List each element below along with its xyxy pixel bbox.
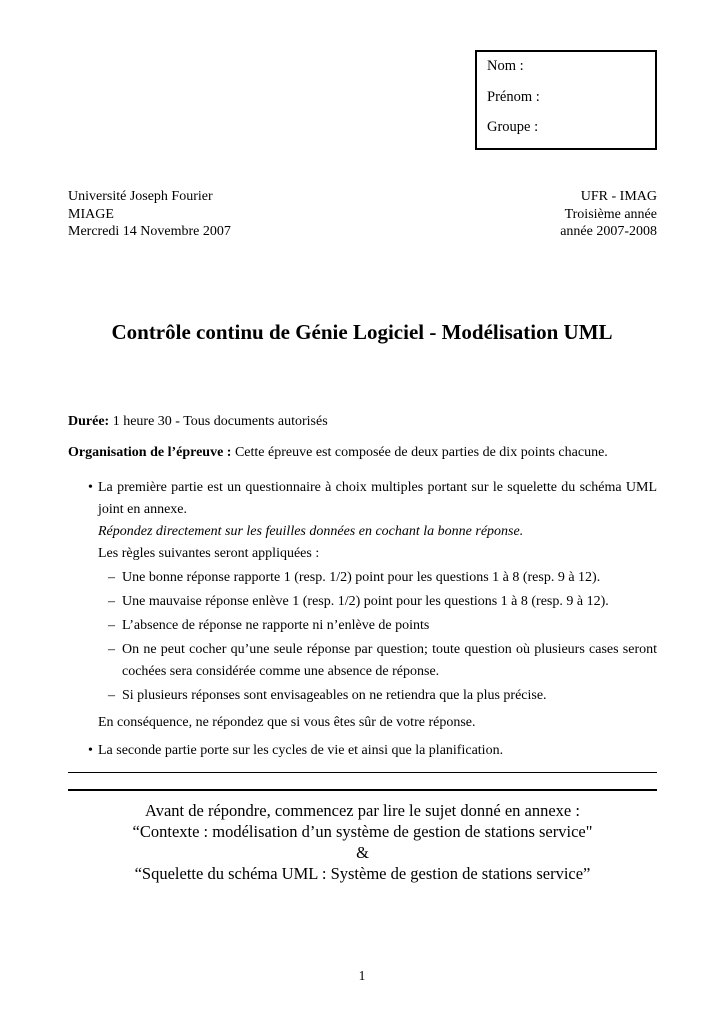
dash-marker: – (108, 618, 115, 633)
dash-marker: – (108, 594, 115, 609)
duration-text: 1 heure 30 - Tous documents autorisés (112, 414, 328, 429)
academic-year: année 2007-2008 (560, 224, 657, 239)
dash-marker: – (108, 688, 115, 703)
rule-item (68, 567, 657, 589)
organisation-label: Organisation de l’épreuve : (68, 445, 232, 460)
part1-conclusion: En conséquence, ne répondez que si vous êtes sûr de votre réponse. (98, 715, 476, 730)
duration-line (68, 411, 657, 433)
part2-bullet-item (68, 740, 657, 762)
part1-text: La première partie est un questionnaire à choix multiples portant sur le squelette du schéma UML joint en annexe. (98, 480, 657, 517)
part2-text: La seconde partie porte sur les cycles de vie et ainsi que la planification. (98, 743, 504, 758)
dash-marker: – (108, 570, 115, 585)
rule-text: L’absence de réponse ne rapporte ni n’enlève de points (122, 618, 430, 633)
part1-bullet-item (68, 477, 657, 521)
annex-note (68, 800, 657, 884)
student-info-box (475, 50, 657, 150)
annex-note-line-1: Avant de répondre, commencez par lire le sujet donné en annexe : (145, 801, 580, 820)
header-right (560, 188, 657, 241)
annex-note-line-2: “Contexte : modélisation d’un système de gestion de stations service" (132, 822, 593, 841)
page-number: 1 (358, 968, 366, 983)
organisation-text: Cette épreuve est composée de deux parties de dix points chacune. (234, 445, 608, 460)
rule-text: Si plusieurs réponses sont envisageables on ne retiendra que la plus précise. (122, 688, 547, 703)
ufr-name: UFR - IMAG (580, 189, 657, 204)
rule-text: On ne peut cocher qu’une seule réponse par question; toute question où plusieurs cases seront cochées sera considérée comme une absence de réponse. (122, 642, 657, 679)
annex-note-line-3: “Squelette du schéma UML : Système de gestion de stations service” (134, 864, 591, 883)
document-title: Contrôle continu de Génie Logiciel - Modélisation UML (111, 320, 613, 344)
annex-note-ampersand: & (356, 843, 369, 862)
rule-text: Une bonne réponse rapporte 1 (resp. 1/2) point pour les questions 1 à 8 (resp. 9 à 12). (122, 570, 601, 585)
document-header (68, 188, 657, 241)
exam-date: Mercredi 14 Novembre 2007 (68, 224, 231, 239)
duration-label: Durée: (68, 414, 110, 429)
prenom-field-label: Prénom : (487, 88, 540, 105)
bullet-marker: • (88, 743, 93, 758)
bullet-marker: • (88, 480, 93, 495)
dash-marker: – (108, 642, 115, 657)
separator-rule-thin (68, 772, 657, 773)
institution-name: Université Joseph Fourier (68, 189, 213, 204)
department-name: MIAGE (68, 206, 114, 222)
year-level: Troisième année (564, 206, 657, 222)
part1-italic-note: Répondez directement sur les feuilles données en cochant la bonne réponse. (98, 524, 524, 539)
rule-text: Une mauvaise réponse enlève 1 (resp. 1/2) point pour les questions 1 à 8 (resp. 9 à 12). (122, 594, 609, 609)
rules-intro: Les règles suivantes seront appliquées : (98, 546, 320, 561)
organisation-line (68, 442, 657, 464)
nom-field-label: Nom : (487, 58, 524, 74)
rule-item (68, 639, 657, 683)
rule-item (68, 685, 657, 707)
rule-item (68, 591, 657, 613)
groupe-field-label: Groupe : (487, 119, 539, 135)
separator-rule-thick (68, 789, 657, 791)
rule-item (68, 615, 657, 637)
header-left (68, 188, 231, 241)
main-content (68, 411, 657, 884)
